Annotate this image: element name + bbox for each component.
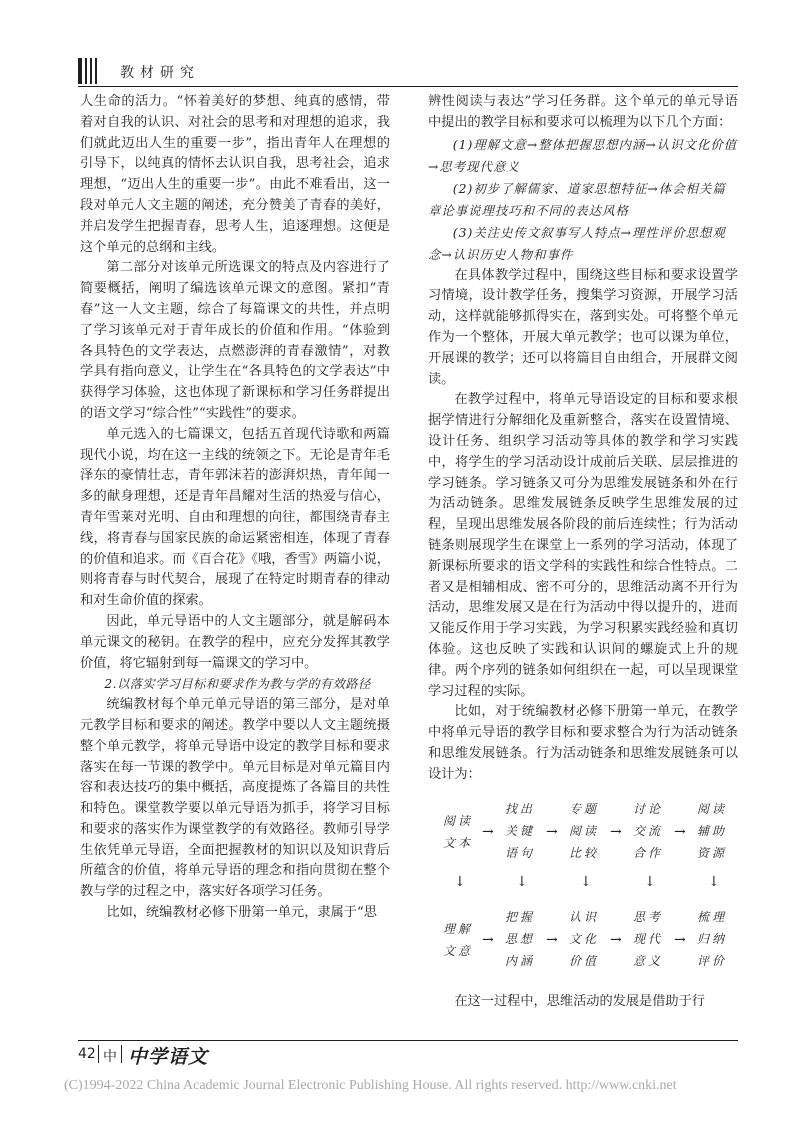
arrow-right-icon: → [546,931,558,948]
arrow-right-icon: → [610,931,622,948]
copyright-watermark: (C)1994-2022 China Academic Journal Electronic Publishing House. All rights reserved. http://www.cnki.net [64,1078,677,1093]
paragraph: 在具体教学过程中，围绕这些目标和要求设置学习情境，设计教学任务，搜集学习资源，开展学习活动，这样就能够抓得实在，落到实处。可将整个单元作为一个整体，开展大单元教学；也可以课为单位，开展课的教学；还可以将篇目自由组合，开展群文阅读。 [428,267,738,387]
arrow-right-icon: → [674,931,686,948]
flow-node: 思考 现代 意义 [632,909,663,968]
flow-diagram [428,794,738,986]
arrow-right-icon: → [610,823,622,840]
paragraph: 辨性阅读与表达”学习任务群。这个单元的单元导语中提出的教学目标和要求可以梳理为以下几个方面： [428,94,738,130]
arrow-down-icon: ↓ [580,873,592,890]
paragraph: 统编教材每个单元单元导语的第三部分，是对单元教学目标和要求的阐述。教学中要以人文主题统摄整个单元教学，将单元导语中设定的教学目标和要求落实在每一节课的教学中。单元目标是对单元篇目内容和表达技巧的集中概括，高度提炼了各篇目的共性和特色。课堂教学要以单元导语为抓手，将学习目标和要求的落实作为课堂教学的有效路径。教师引导学生依凭单元导语，全面把握教材的知识以及知识背后所蕴含的价值，将单元导语的理念和指向贯彻在整个教与学的过程之中，落实好各项学习任务。 [80,697,390,900]
flow-node: 阅读 辅助 资源 [696,801,727,860]
goal-item: (2)初步了解儒家、道家思想特征→体会相关篇章论事说理技巧和不同的表达风格 [428,180,726,218]
arrow-down-icon: ↓ [516,873,528,890]
left-column [80,92,390,924]
arrow-right-icon: → [482,931,494,948]
footer-rule [78,1040,738,1041]
flow-node: 阅读 文本 [442,813,473,850]
header-rule [78,86,738,87]
flow-node: 梳理 归纳 评价 [696,909,727,968]
arrow-down-icon: ↓ [708,873,720,890]
goal-item: (1)理解文意→整体把握思想内涵→认识文化价值→思考现代意义 [428,136,738,174]
footer-divider [98,1045,99,1063]
arrow-right-icon: → [546,823,558,840]
right-column [428,92,738,1012]
flow-node: 认识 文化 价值 [568,909,599,968]
page-number: 42 [78,1046,96,1062]
arrow-right-icon: → [674,823,686,840]
paragraph: 在教学过程中，将单元导语设定的目标和要求根据学情进行分解细化及重新整合，落实在设置情境、设计任务、组织学习活动等具体的教学和学习实践中，将学生的学习活动设计成前后关联、层层推进的学习链条。学习链条又可分为思维发展链条和外在行为活动链条。思维发展链条反映学生思维发展的过程，呈现出思维发展各阶段的前后连续性；行为活动链条则展现学生在课堂上一系列的学习活动，体现了新课标所要求的语文学科的实践性和综合性特点。二者又是相辅相成、密不可分的，思维活动离不开行为活动，思维发展又是在行为活动中得以提升的，进而又能反作用于学习实践，为学习积累实践经验和真切体验。这也反映了实践和认识间的螺旋式上升的规律。两个序列的链条如何组织在一起，可以呈现课堂学习过程的实际。 [428,392,738,699]
flow-node: 找出 关键 语句 [504,801,535,860]
section-title: 教材研究 [120,65,200,81]
arrow-down-icon: ↓ [644,873,656,890]
paragraph: 人生命的活力。“怀着美好的梦想、纯真的感情，带着对自我的认识、对社会的思考和对理想的追求，我们就此迈出人生的重要一步”，指出青年人在理想的引导下，以纯真的情怀去认识自我，思考社会，追求理想，“迈出人生的重要一步”。由此不难看出，这一段对单元人文主题的阐述，充分赞美了青春的美好，并启发学生把握青春，思考人生，追逐理想。这便是这个单元的总纲和主线。 [80,94,390,255]
flow-node: 讨论 交流 合作 [632,801,663,860]
subheading: 2.以落实学习目标和要求作为教与学的有效路径 [104,677,371,692]
paragraph: 因此，单元导语中的人文主题部分，就是解码本单元课文的秘钥。在教学的程中，应充分发挥其教学价值，将它辐射到每一篇课文的学习中。 [80,613,390,671]
arrow-down-icon: ↓ [454,873,466,890]
paragraph: 第二部分对该单元所选课文的特点及内容进行了简要概括，阐明了编选该单元课文的意图。紧扣“青春”这一人文主题，综合了每篇课文的共性，并点明了学习该单元对于青年成长的价值和作用。“体验到各具特色的文学表达，点燃澎湃的青春激情”，对教学具有指向意义，让学生在“各具特色的文学表达”中获得学习体验，这也体现了新课标和学习任务群提出的语文学习“综合性”“实践性”的要求。 [80,260,390,421]
flow-node: 理解 文意 [442,921,473,958]
footer-divider [121,1045,122,1063]
paragraph: 单元选入的七篇课文，包括五首现代诗歌和两篇现代小说，均在这一主线的统领之下。无论是青年毛泽东的豪情壮志，青年郭沫若的澎湃炽热，青年闻一多的献身理想，还是青年昌耀对生活的热爱与信心，青年雪莱对光明、自由和理想的向往，都围绕青春主线，将青春与国家民族的命运紧密相连，体现了青春的价值和追求。而《百合花》《哦，香雪》两篇小说，则将青春与时代契合，展现了在特定时期青春的律动和对生命价值的探索。 [80,426,390,609]
paragraph: 比如，对于统编教材必修下册第一单元，在教学中将单元导语的教学目标和要求整合为行为活动链条和思维发展链条。行为活动链条和思维发展链条可以设计为： [428,704,738,782]
paragraph: 在这一过程中，思维活动的发展是借助于行 [454,993,705,1009]
header-decoration [78,58,97,84]
footer-zhong-mark: 中 [103,1049,117,1065]
flow-node: 把握 思想 内涵 [504,909,535,968]
flow-node: 专题 阅读 比较 [568,801,599,860]
paragraph: 比如，统编教材必修下册第一单元，隶属于“思 [106,905,377,921]
journal-logo: 中学语文 [128,1046,209,1068]
arrow-right-icon: → [482,823,494,840]
goal-item: (3)关注史传文叙事写人特点→理性评价思想观念→认识历史人物和事件 [428,224,726,262]
